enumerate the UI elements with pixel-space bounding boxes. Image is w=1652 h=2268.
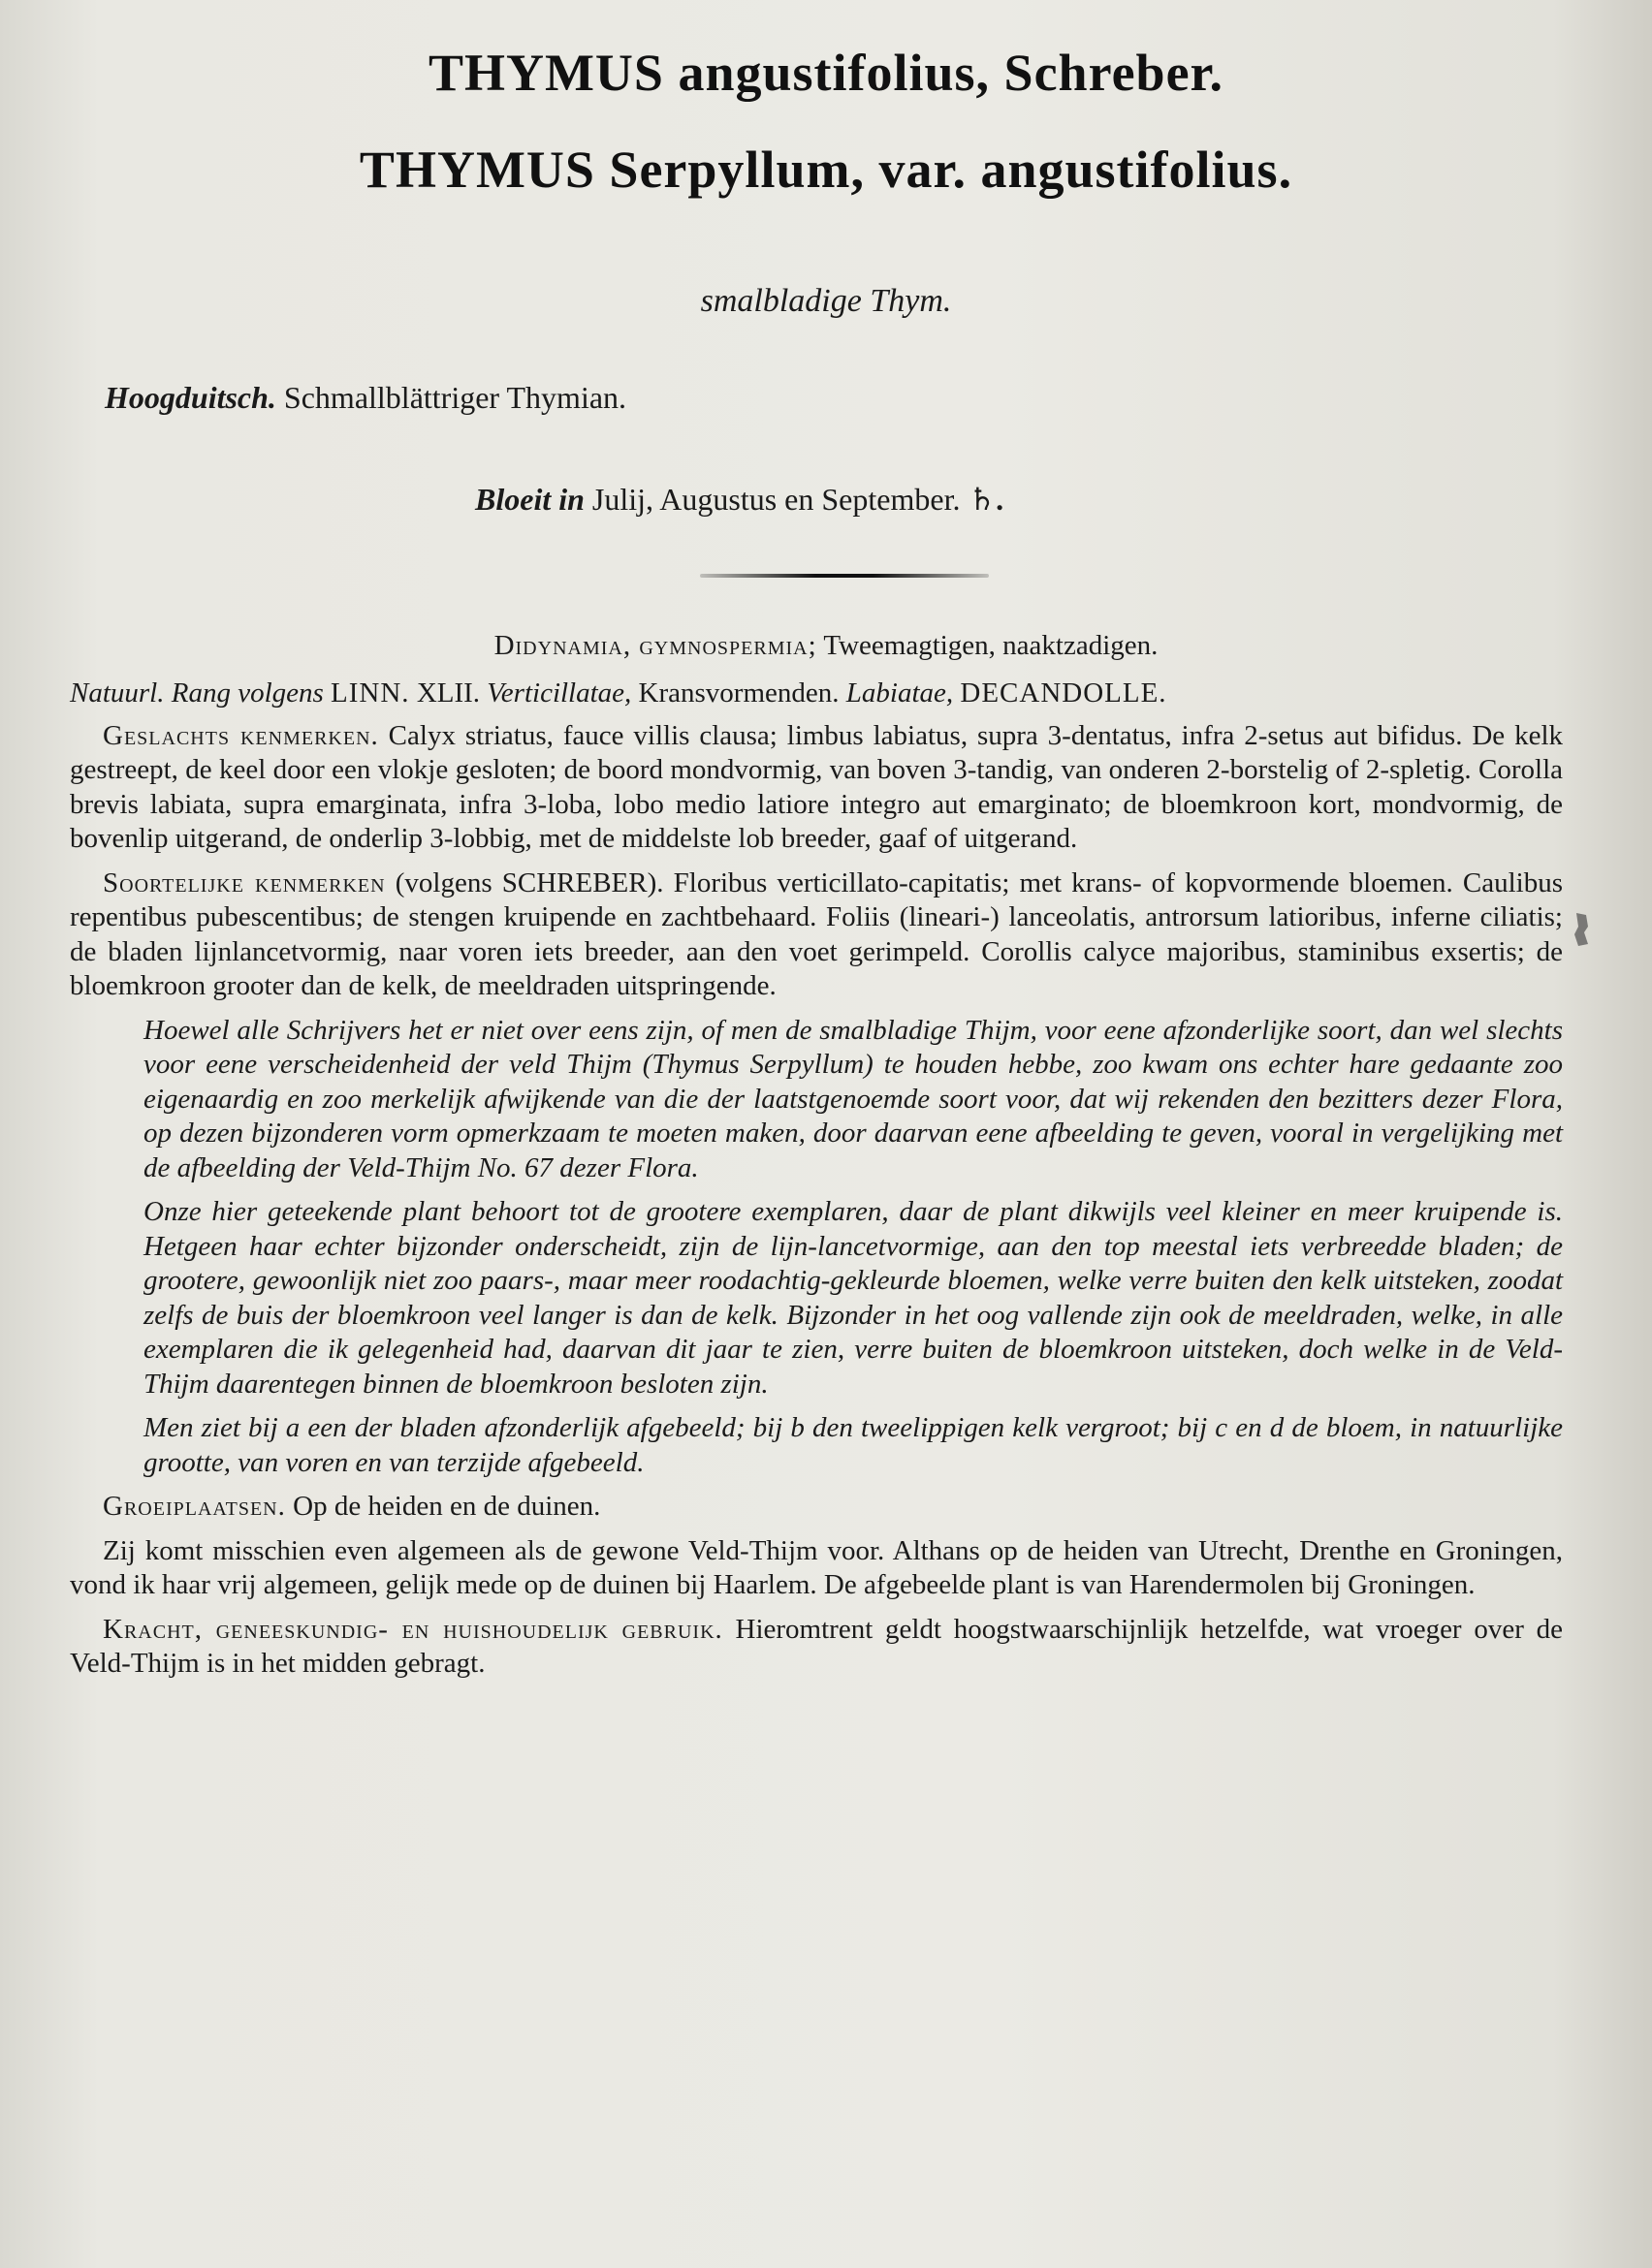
species-characters <box>70 866 1563 1004</box>
species-text: Floribus verticillato-capitatis; met krans- of kopvormende bloemen. Caulibus repentibus pubescentibus; de stengen kruipende en zachtbehaard. Foliis (lineari-) lanceolatis, antrorsum latioribus, inferne ciliatis; de bladen lijnlancetvormig, naar voren iets breeder, aan den voet gerimpeld. Corollis calyce majoribus, staminibus exsertis; de bloemkroon grooter dan de kelk, de meeldraden uitspringende. <box>70 866 1564 1001</box>
use-heading: Kracht, geneeskundig- en huishoudelijk gebruik. <box>103 1613 723 1645</box>
use-section <box>70 1613 1563 1682</box>
order-number: XLII. <box>416 677 481 709</box>
title-line-2: THYMUS Serpyllum, var. angustifolius. <box>359 141 1293 199</box>
natural-rank-label: Natuurl. Rang volgens <box>70 677 324 709</box>
german-name: Schmallblättriger Thymian. <box>283 380 627 415</box>
note-paragraph-2: Onze hier geteekende plant behoort tot de grootere exemplaren, daar de plant dikwijls veel kleiner en meer kruipende is. Hetgeen haar echter bijzonder onderscheidt, zijn de lijn-lancetvormige, aan den top meestal iets verbreedde bladen; de grootere, gewoonlijk niet zoo paars-, maar meer roodachtig-gekleurde bloemen, welke verre buiten den kelk uitsteken, zoodat zelfs de buis der bloemkroon veel langer is dan de kelk. Bijzonder in het oog vallende zijn ook de meeldraden, welke, in alle exemplaren die ik gelegenheid had, daarvan dit jaar te zien, verre buiten de bloemkroon uitsteken, doch welke in de Veld-Thijm daarentegen binnen de bloemkroon besloten zijn. <box>143 1196 1563 1400</box>
family-author: DECANDOLLE. <box>960 677 1167 709</box>
divider-rule <box>700 574 989 578</box>
species-heading: Soortelijke kenmerken <box>103 866 386 898</box>
linnaean-class <box>0 630 1652 662</box>
bloom-label: Bloeit in <box>475 482 585 517</box>
body-text <box>70 677 1563 1691</box>
note-paragraph-1: Hoewel alle Schrijvers het er niet over eens zijn, of men de smalbladige Thijm, voor eene afzonderlijke soort, dan wel slechts voor eene verscheidenheid der veld Thijm (Thymus Serpyllum) te houden hebbe, zoo kwam ons echter hare gedaante zoo eigenaardig en zoo merkelijk afwijkende van die der laatstgenoemde soort voor, dat wij rekenden den bezitters dezer Flora, op dezen bijzonderen vorm opmerkzaam te moeten maken, door daarvan eene afbeelding te geven, vooral in vergelijking met de afbeelding der Veld-Thijm No. 67 dezer Flora. <box>143 1014 1563 1183</box>
habitat-section <box>70 1490 1563 1525</box>
bloom-line <box>475 481 1003 518</box>
order-dutch: Kransvormenden. <box>638 677 840 709</box>
habitat-text: Op de heiden en de duinen. <box>293 1491 601 1522</box>
title-line-1: THYMUS angustifolius, Schreber. <box>428 44 1224 102</box>
german-label: Hoogduitsch. <box>105 380 276 415</box>
class-system-dutch: Tweemagtigen, naaktzadigen. <box>823 630 1159 661</box>
habitat-heading: Groeiplaatsen. <box>103 1491 286 1522</box>
use-text: Hieromtrent geldt hoogstwaarschijnlijk hetzelfde, wat vroeger over de Veld-Thijm is in het midden gebragt. <box>70 1613 1564 1679</box>
ink-blot-icon <box>1571 911 1592 948</box>
note-paragraph-3: Men ziet bij a een der bladen afzonderlijk afgebeeld; bij b den tweelippigen kelk vergroot; bij c en d de bloem, in natuurlijke grootte, van voren en van terzijde afgebeeld. <box>143 1412 1563 1478</box>
species-source: (volgens SCHREBER). <box>395 866 664 898</box>
natural-rank-line <box>70 677 1563 711</box>
order-latin: Verticillatae, <box>487 677 632 709</box>
habitat-detail: Zij komt misschien even algemeen als de gewone Veld-Thijm voor. Althans op de heiden van Utrecht, Drenthe en Groningen, vond ik haar vrij algemeen, gelijk mede op de duinen bij Haarlem. De afgebeelde plant is van Harendermolen bij Groningen. <box>70 1534 1563 1600</box>
genus-text: Calyx striatus, fauce villis clausa; limbus labiatus, supra 3-dentatus, infra 2-setus aut bifidus. De kelk gestreept, de keel door een vlokje gesloten; de boord mondvormig, van boven 3-tandig, van onderen 2-borstelig of 2-spletig. Corolla brevis labiata, supra emarginata, infra 3-loba, lobo medio latiore integro aut emarginato; de bloemkroon kort, mondvormig, de bovenlip uitgerand, de onderlip 3-lobbig, met de middelste lob breeder, gaaf of uitgerand. <box>70 719 1563 854</box>
common-name: smalbladige Thym. <box>700 283 952 319</box>
linn-label: LINN. <box>331 677 410 709</box>
bloom-months: Julij, Augustus en September. <box>591 482 961 517</box>
class-system: Didynamia, gymnospermia; <box>493 630 817 661</box>
german-name-line <box>105 380 626 416</box>
genus-heading: Geslachts kenmerken. <box>103 719 379 751</box>
family-name: Labiatae, <box>845 677 954 709</box>
genus-characters <box>70 719 1563 857</box>
saturn-symbol-icon: ♄. <box>968 482 1004 517</box>
notes-block <box>70 1014 1563 1481</box>
